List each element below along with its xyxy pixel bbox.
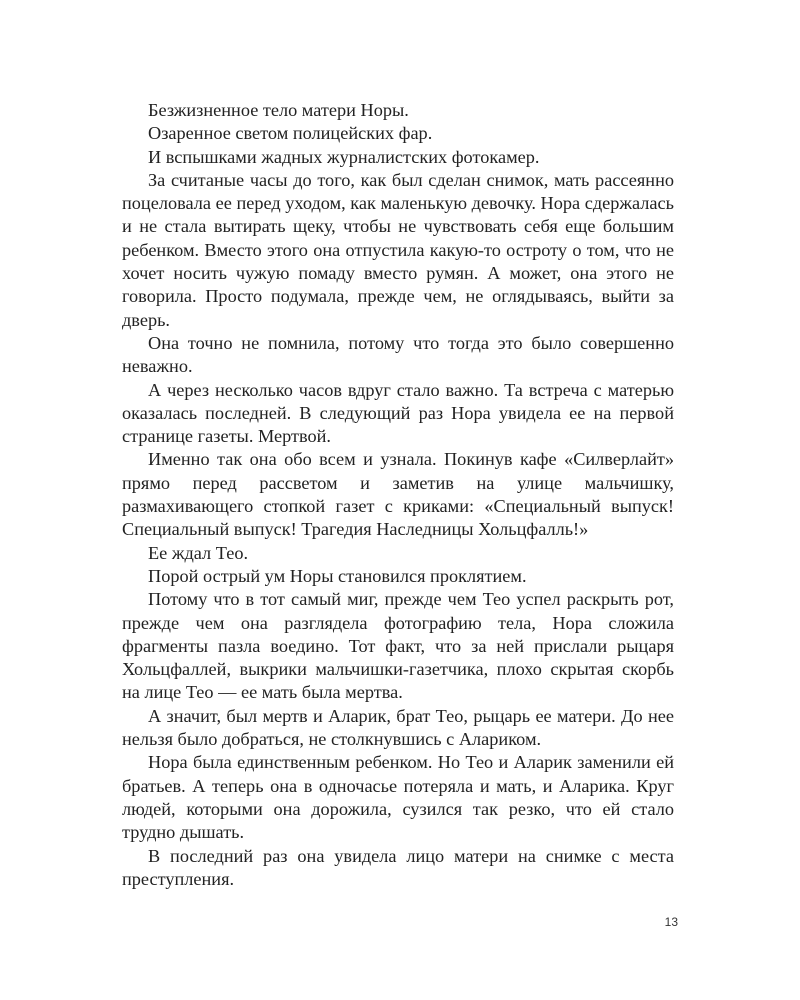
paragraph: В последний раз она увидела лицо матери на снимке с места преступления. <box>122 845 674 889</box>
paragraph: А значит, был мертв и Аларик, брат Тео, рыцарь ее матери. До нее нельзя было добраться, не столкнувшись с Алариком. <box>122 705 674 750</box>
paragraph: Именно так она обо всем и узнала. Покинув кафе «Силверлайт» прямо перед рассветом и заметив на улице мальчишку, размахивающего стопкой газет с криками: «Специальный выпуск! Специальный выпуск! Трагедия Наследницы Хольцфалль!» <box>122 449 674 540</box>
paragraph: Ее ждал Тео. <box>148 542 249 563</box>
paragraph: Нора была единственным ребенком. Но Тео и Аларик заменили ей братьев. А теперь она в одночасье потеряла и мать, и Аларика. Круг людей, которыми она дорожила, сузился так резко, что ей стало трудно дышать. <box>122 752 674 843</box>
paragraph: Потому что в тот самый миг, прежде чем Тео успел раскрыть рот, прежде чем она разглядела фотографию тела, Нора сложила фрагменты пазла воедино. Тот факт, что за ней прислали рыцаря Хольцфаллей, выкрики мальчишки-газетчика, плохо скрытая скорбь на лице Тео — ее мать была мертва. <box>122 589 674 703</box>
paragraph: Безжизненное тело матери Норы. <box>148 100 409 120</box>
paragraph: Порой острый ум Норы становился проклятием. <box>148 565 527 586</box>
paragraph: А через несколько часов вдруг стало важно. Та встреча с матерью оказалась последней. В следующий раз Нора увидела ее на первой странице газеты. Мертвой. <box>122 379 674 447</box>
paragraph: Она точно не помнила, потому что тогда это было совершенно неважно. <box>122 332 674 377</box>
paragraph: За считаные часы до того, как был сделан снимок, мать рассеянно поцеловала ее перед уходом, как маленькую девочку. Нора сдержалась и не стала вытирать щеку, чтобы не чувствовать себя еще большим ребенком. Вместо этого она отпустила какую-то остроту о том, что не хочет носить чужую помаду вместо румян. А может, она этого не говорила. Просто подумала, прежде чем, не оглядываясь, выйти за дверь. <box>122 169 674 330</box>
paragraph: Озаренное светом полицейских фар. <box>148 123 433 144</box>
body-text <box>122 99 674 891</box>
paragraph: И вспышками жадных журналистских фотокамер. <box>148 146 540 167</box>
page-number: 13 <box>664 915 678 929</box>
